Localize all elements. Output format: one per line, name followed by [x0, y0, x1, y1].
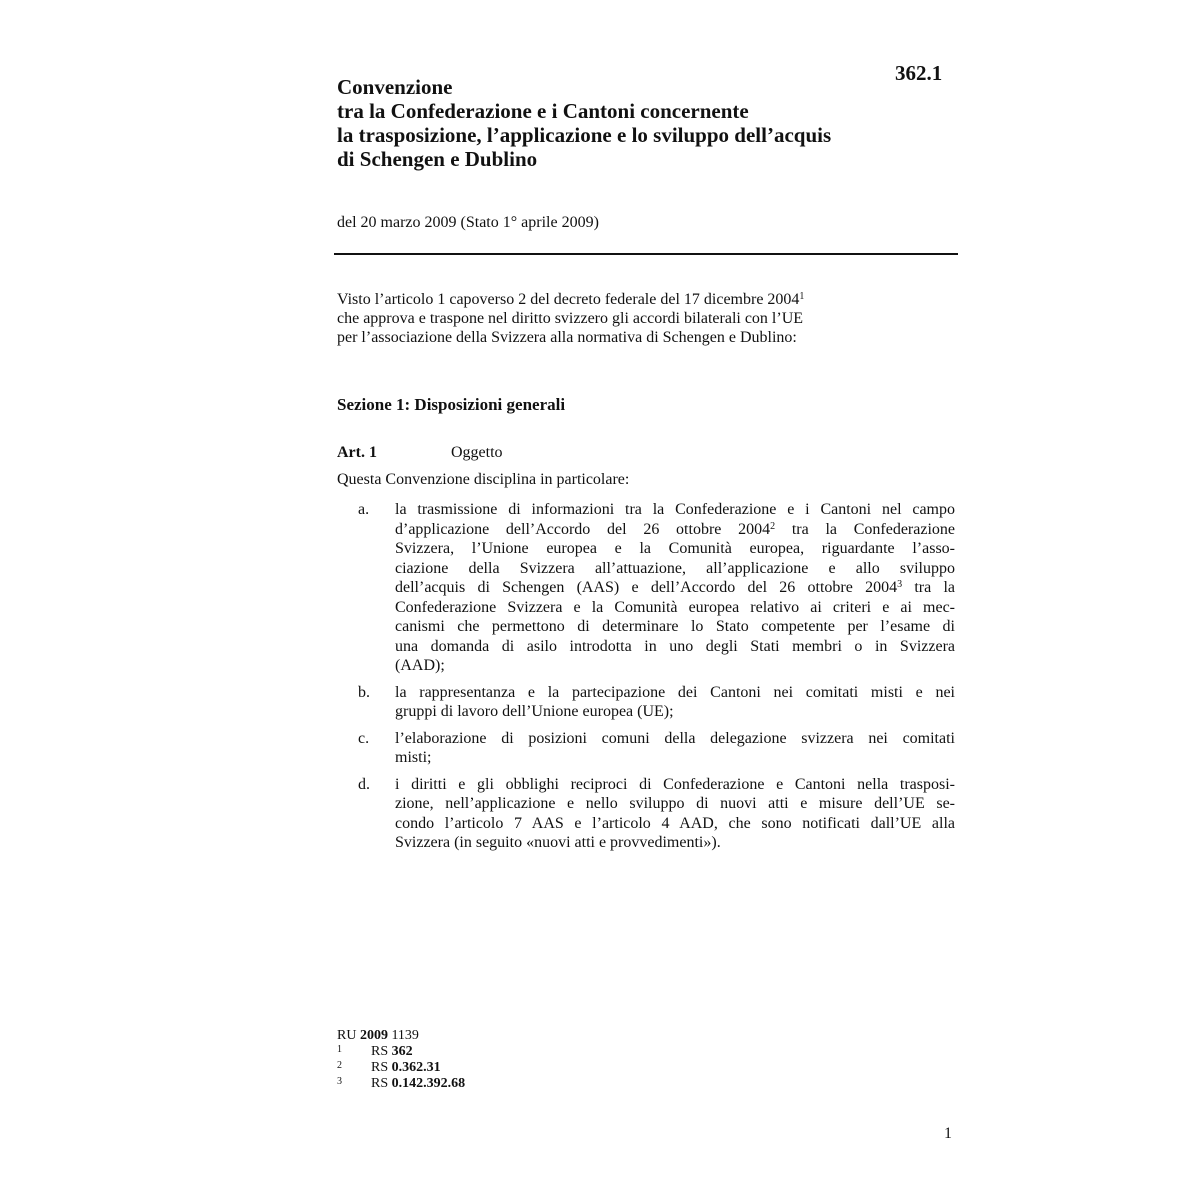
- text-line: condo l’articolo 7 AAS e l’articolo 4 AAD, che sono notificati dall’UE alla: [395, 814, 955, 832]
- ru-reference: [337, 1028, 419, 1044]
- text-line: l’elaborazione di posizioni comuni della delegazione svizzera nei comitati: [395, 729, 955, 747]
- list-item-a: [337, 500, 957, 676]
- document-title: [337, 75, 937, 171]
- preamble-line: per l’associazione della Svizzera alla normativa di Schengen e Dublino:: [337, 329, 797, 346]
- list-item-letter: a.: [358, 501, 370, 518]
- text-segment: tra la: [902, 579, 956, 596]
- page-number: 1: [944, 1125, 952, 1142]
- ru-prefix: RU: [337, 1028, 360, 1043]
- ru-year: 2009: [359, 1028, 388, 1043]
- text-line: la rappresentanza e la partecipazione dei Cantoni nei comitati misti e nei: [395, 683, 955, 701]
- list-item-letter: d.: [358, 775, 370, 793]
- text-line: [395, 520, 955, 540]
- article-number: Art. 1: [337, 444, 377, 461]
- text-line: misti;: [395, 749, 432, 766]
- list-item-c: [337, 729, 957, 768]
- footnote: [337, 1076, 466, 1092]
- text-line: [395, 578, 955, 598]
- footnote-number: 3: [337, 1076, 342, 1087]
- preamble-text: Visto l’articolo 1 capoverso 2 del decreto federale del 17 dicembre 2004: [337, 291, 800, 308]
- title-line: Convenzione: [337, 75, 453, 99]
- footnote-ref[interactable]: 1: [799, 291, 805, 302]
- footnote-text: [371, 1076, 465, 1092]
- list-item-letter: b.: [358, 683, 370, 701]
- footnote-number: 2: [337, 1060, 342, 1071]
- ru-page: 1139: [387, 1028, 419, 1043]
- article-intro: Questa Convenzione disciplina in particolare:: [337, 471, 630, 488]
- text-segment: dell’acquis di Schengen (AAS) e dell’Accordo del 26 ottobre 2004: [395, 579, 898, 596]
- title-line: di Schengen e Dublino: [337, 147, 538, 171]
- text-line: Svizzera, l’Unione europea e la Comunità europea, riguardante l’asso-: [395, 540, 955, 557]
- document-number: 362.1: [895, 61, 943, 85]
- footnotes: [337, 1028, 466, 1092]
- list-item-d: [337, 775, 957, 853]
- footnote-link[interactable]: 0.142.392.68: [391, 1076, 466, 1091]
- list-item-text: [395, 729, 955, 768]
- title-line: la trasposizione, l’applicazione e lo sviluppo dell’acquis: [337, 123, 832, 147]
- text-line: la trasmissione di informazioni tra la Confederazione e i Cantoni nel campo: [395, 501, 955, 518]
- footnote-number: 1: [337, 1044, 342, 1055]
- section-heading: Sezione 1: Disposizioni generali: [337, 395, 566, 414]
- list-item-text: [395, 683, 955, 722]
- text-line: una domanda di asilo introdotta in uno degli Stati membri o in Svizzera: [395, 637, 955, 655]
- text-line: (AAD);: [395, 657, 445, 674]
- list-item-text: [395, 775, 955, 853]
- footnote-link[interactable]: 0.362.31: [391, 1060, 441, 1075]
- text-line: gruppi di lavoro dell’Unione europea (UE);: [395, 703, 674, 720]
- footnote: [337, 1060, 441, 1076]
- text-line: zione, nell’applicazione e nello sviluppo di nuovi atti e misure dell’UE se-: [395, 795, 955, 812]
- title-divider: [334, 253, 958, 255]
- footnote-prefix: RS: [371, 1076, 392, 1091]
- footnote-prefix: RS: [371, 1044, 392, 1059]
- document-date: del 20 marzo 2009 (Stato 1° aprile 2009): [337, 214, 599, 231]
- footnote-ref[interactable]: 3: [897, 579, 903, 590]
- text-line: i diritti e gli obblighi reciproci di Confederazione e Cantoni nella trasposi-: [395, 775, 955, 793]
- article-list: [337, 500, 957, 860]
- list-item-text: [395, 500, 955, 676]
- footnote-ref[interactable]: 2: [770, 520, 776, 532]
- list-item-b: [337, 683, 957, 722]
- article-title: Oggetto: [451, 444, 503, 461]
- footnote-prefix: RS: [371, 1060, 392, 1075]
- list-item-letter: c.: [358, 729, 370, 747]
- footnote: [337, 1044, 419, 1060]
- text-segment: tra la Confederazione: [775, 520, 956, 538]
- text-segment: d’applicazione dell’Accordo del 26 ottobre 2004: [395, 520, 771, 538]
- text-line: ciazione della Svizzera all’attuazione, all’applicazione e allo sviluppo: [395, 559, 955, 577]
- preamble-line: che approva e traspone nel diritto svizzero gli accordi bilaterali con l’UE: [337, 310, 804, 327]
- text-line: canismi che permettono di determinare lo Stato competente per l’esame di: [395, 618, 955, 635]
- text-line: Confederazione Svizzera e la Comunità europea relativo ai criteri e ai mec-: [395, 598, 955, 616]
- preamble-line: [337, 290, 957, 309]
- preamble: [337, 290, 957, 347]
- title-line: tra la Confederazione e i Cantoni concernente: [337, 99, 749, 123]
- footnote-link[interactable]: 362: [391, 1044, 413, 1059]
- footnote-text: [371, 1044, 413, 1060]
- text-line: Svizzera (in seguito «nuovi atti e provvedimenti»).: [395, 834, 721, 851]
- footnote-text: [371, 1060, 441, 1076]
